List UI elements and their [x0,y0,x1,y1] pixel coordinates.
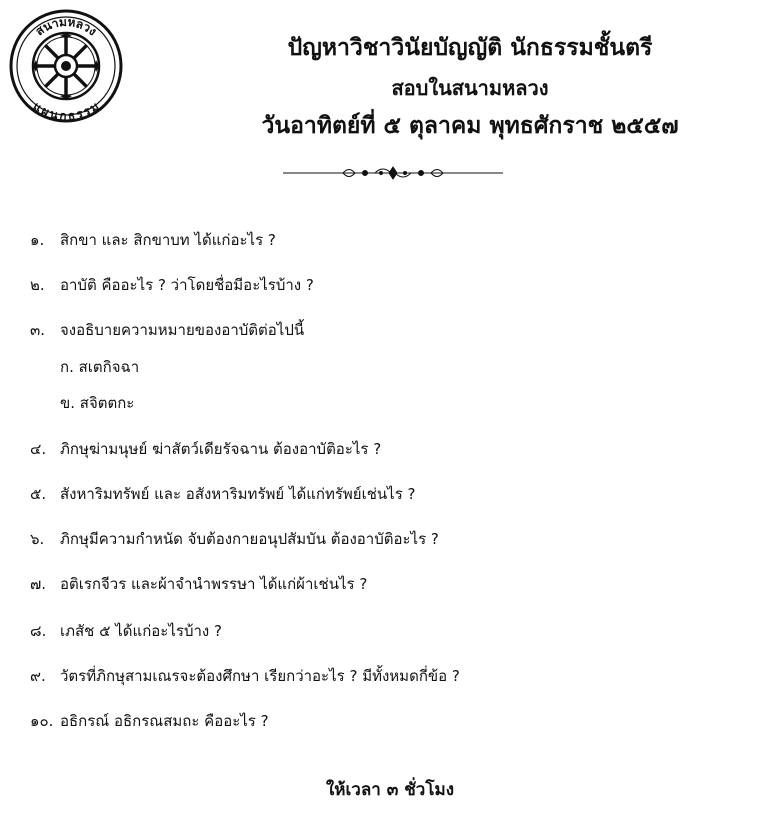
question-item [30,707,269,735]
time-allowed-note: ให้เวลา ๓ ชั่วโมง [325,780,454,800]
question-number: ๕. [30,485,47,503]
sub-item: ข. สจิตตกะ [60,394,135,412]
question-text: ภิกษุมีความกำหนัด จับต้องกายอนุปสัมบัน ต้องอาบัติอะไร ? [60,530,439,548]
question-text: อธิกรณ์ อธิกรณสมถะ คืออะไร ? [60,712,269,730]
sub-item: ก. สเตกิจฉา [60,358,140,376]
question-number: ๖. [30,530,45,548]
ornament-divider [283,163,503,183]
question-item [30,617,222,645]
question-number: ๘. [30,622,47,640]
question-number: ๔. [30,440,47,458]
seal-top-text: สนามหลวง [32,14,100,39]
question-text: เภสัช ๕ ได้แก่อะไรบ้าง ? [60,622,222,640]
question-text: สิกขา และ สิกขาบท ได้แก่อะไร ? [60,231,276,249]
question-text: จงอธิบายความหมายของอาบัติต่อไปนี้ [60,321,305,339]
question-text: สังหาริมทรัพย์ และ อสังหาริมทรัพย์ ได้แก่ทรัพย์เช่นไร ? [60,485,416,503]
question-text: ภิกษุฆ่ามนุษย์ ฆ่าสัตว์เดียรัจฉาน ต้องอาบัติอะไร ? [60,440,382,458]
question-text: วัตรที่ภิกษุสามเณรจะต้องศึกษา เรียกว่าอะไร ? มีทั้งหมดกี่ข้อ ? [60,667,460,685]
question-item [30,435,381,463]
dharma-wheel-seal-logo [8,8,124,124]
question-number: ๓. [30,321,46,339]
question-item [30,226,276,254]
exam-date: วันอาทิตย์ที่ ๕ ตุลาคม พุทธศักราช ๒๕๕๗ [261,112,679,139]
question-text: อาบัติ คืออะไร ? ว่าโดยชื่อมีอะไรบ้าง ? [60,276,314,294]
question-item [30,525,439,553]
question-text: อติเรกจีวร และผ้าจำนำพรรษา ได้แก่ผ้าเช่นไร ? [60,575,368,593]
question-number: ๑. [30,231,45,249]
question-item [30,662,460,690]
question-item [30,316,304,344]
question-item [30,271,314,299]
exam-title: ปัญหาวิชาวินัยบัญญัติ นักธรรมชั้นตรี [287,34,653,61]
exam-subtitle: สอบในสนามหลวง [391,76,549,100]
seal-bottom-text: แผนกธรรม [30,99,102,124]
question-item [30,480,416,508]
question-number: ๒. [30,276,45,294]
question-number: ๙. [30,667,46,685]
question-item [30,570,367,598]
question-number: ๗. [30,575,47,593]
question-number: ๑๐. [30,712,54,730]
